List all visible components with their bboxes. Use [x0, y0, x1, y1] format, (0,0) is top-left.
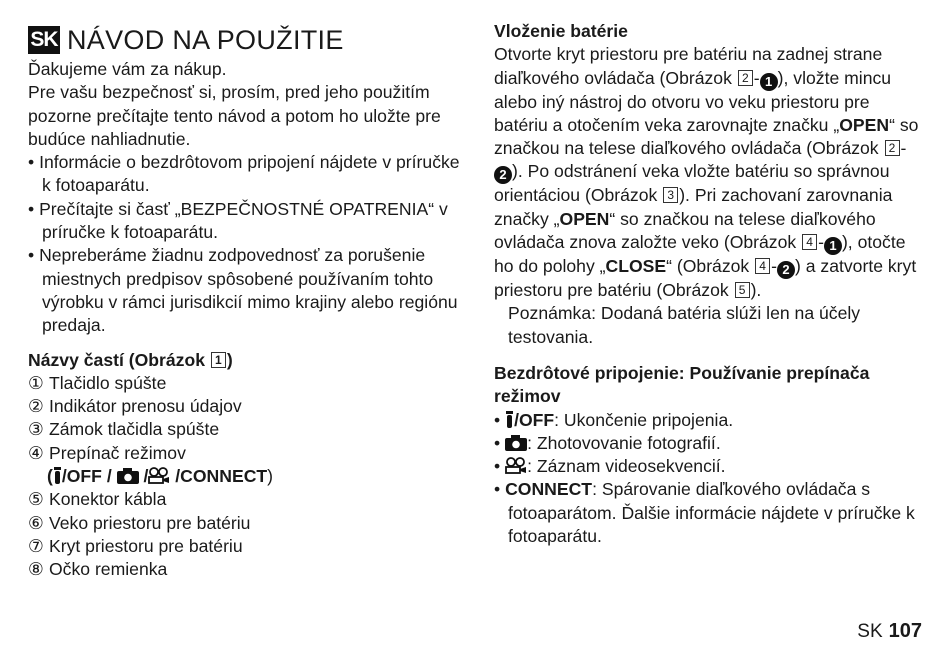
figure-box-icon: 5 — [735, 282, 750, 298]
list-item: ⑤ Konektor kábla — [28, 489, 167, 510]
circled-number-icon: 1 — [760, 73, 778, 91]
video-icon — [505, 457, 527, 474]
list-item: • Informácie o bezdrôtovom pripojení nájdete v príručke k fotoaparátu. — [28, 152, 460, 196]
list-item: ⑧ Očko remienka — [28, 559, 168, 580]
power-icon — [53, 467, 62, 484]
list-item: ④ Prepínač režimov ( /OFF / / /CONNECT) — [28, 442, 468, 489]
figure-box-icon: 4 — [802, 234, 817, 250]
power-icon — [505, 411, 514, 428]
page-title: NÁVOD NA POUŽITIE — [67, 25, 344, 55]
figure-box-icon: 1 — [211, 352, 226, 368]
circled-number-icon: 2 — [494, 166, 512, 184]
page-number: 107 — [888, 620, 922, 642]
figure-box-icon: 4 — [755, 258, 770, 274]
battery-heading: Vloženie batérie — [494, 21, 628, 41]
battery-note: Poznámka: Dodaná batéria slúži len na účely testovania. — [508, 303, 861, 347]
list-item: • Nepreberáme žiadnu zodpovednosť za porušenie miestnych predpisov spôsobené používaním tohto výrobku v rámci jurisdikcií mimo krajiny alebo regiónu predaja. — [28, 245, 458, 336]
list-item: ⑥ Veko priestoru pre batériu — [28, 512, 251, 533]
page-footer — [857, 620, 922, 643]
language-badge: SK — [28, 26, 60, 54]
list-item: ③ Zámok tlačidla spúšte — [28, 419, 220, 440]
list-item: ② Indikátor prenosu údajov — [28, 396, 242, 417]
figure-box-icon: 2 — [738, 70, 753, 86]
list-item: • : Zhotovovanie fotografií. — [494, 432, 721, 453]
thanks-text: Ďakujeme vám za nákup. — [28, 59, 227, 79]
left-column — [28, 20, 468, 582]
camera-icon — [117, 467, 139, 484]
info-bullets — [28, 151, 468, 337]
list-item: ① Tlačidlo spúšte — [28, 372, 167, 393]
intro-text: Pre vašu bezpečnosť si, prosím, pred jeho použitím pozorne prečítajte tento návod a potom ho uložte pre budúce nahliadnutie. — [28, 82, 441, 149]
video-icon — [148, 467, 170, 484]
list-item: • /OFF: Ukončenie pripojenia. — [494, 409, 734, 430]
mode-switch-line: ( /OFF / / /CONNECT) — [47, 466, 274, 487]
parts-list — [28, 372, 468, 582]
right-column — [494, 20, 924, 548]
list-item: • Prečítajte si časť „BEZPEČNOSTNÉ OPATRENIA“ v príručke k fotoaparátu. — [28, 198, 448, 243]
wireless-heading: Bezdrôtové pripojenie: Používanie prepínača režimov — [494, 362, 870, 407]
circled-number-icon: 2 — [777, 261, 795, 279]
camera-icon — [505, 434, 527, 451]
title-row — [28, 24, 468, 56]
list-item: ⑦ Kryt priestoru pre batériu — [28, 535, 243, 556]
list-item: • : Záznam videosekvencií. — [494, 456, 726, 477]
figure-box-icon: 2 — [885, 140, 900, 156]
list-item: • CONNECT: Spárovanie diaľkového ovládača s fotoaparátom. Ďalšie informácie nájdete v príručke k fotoaparátu. — [494, 479, 915, 547]
mode-list — [494, 409, 924, 549]
circled-number-icon: 1 — [824, 237, 842, 255]
figure-box-icon: 3 — [663, 187, 678, 203]
battery-instructions: Otvorte kryt priestoru pre batériu na zadnej strane diaľkového ovládača (Obrázok 2 - 1 ), vložte mincu alebo iný nástroj do otvoru vo veku priestoru pre batériu a otočením veka zarovnajte značku „OPEN“ so značkou na telese diaľkového ovládača (Obrázok 2 -2 ). Po odstránení veka vložte batériu so správnou orientáciou (Obrázok 3 ). Pri zachovaní zarovnania značky „OPEN“ so značkou na telese diaľkového ovládača znova založte veko (Obrázok 4 - 1 ), otočte ho do polohy „CLOSE“ (Obrázok 4 - 2 ) a zatvorte kryt priestoru pre batériu (Obrázok 5 ). — [494, 44, 919, 301]
footer-language: SK — [857, 621, 883, 642]
parts-heading: Názvy častí (Obrázok 1 ) — [28, 349, 233, 370]
